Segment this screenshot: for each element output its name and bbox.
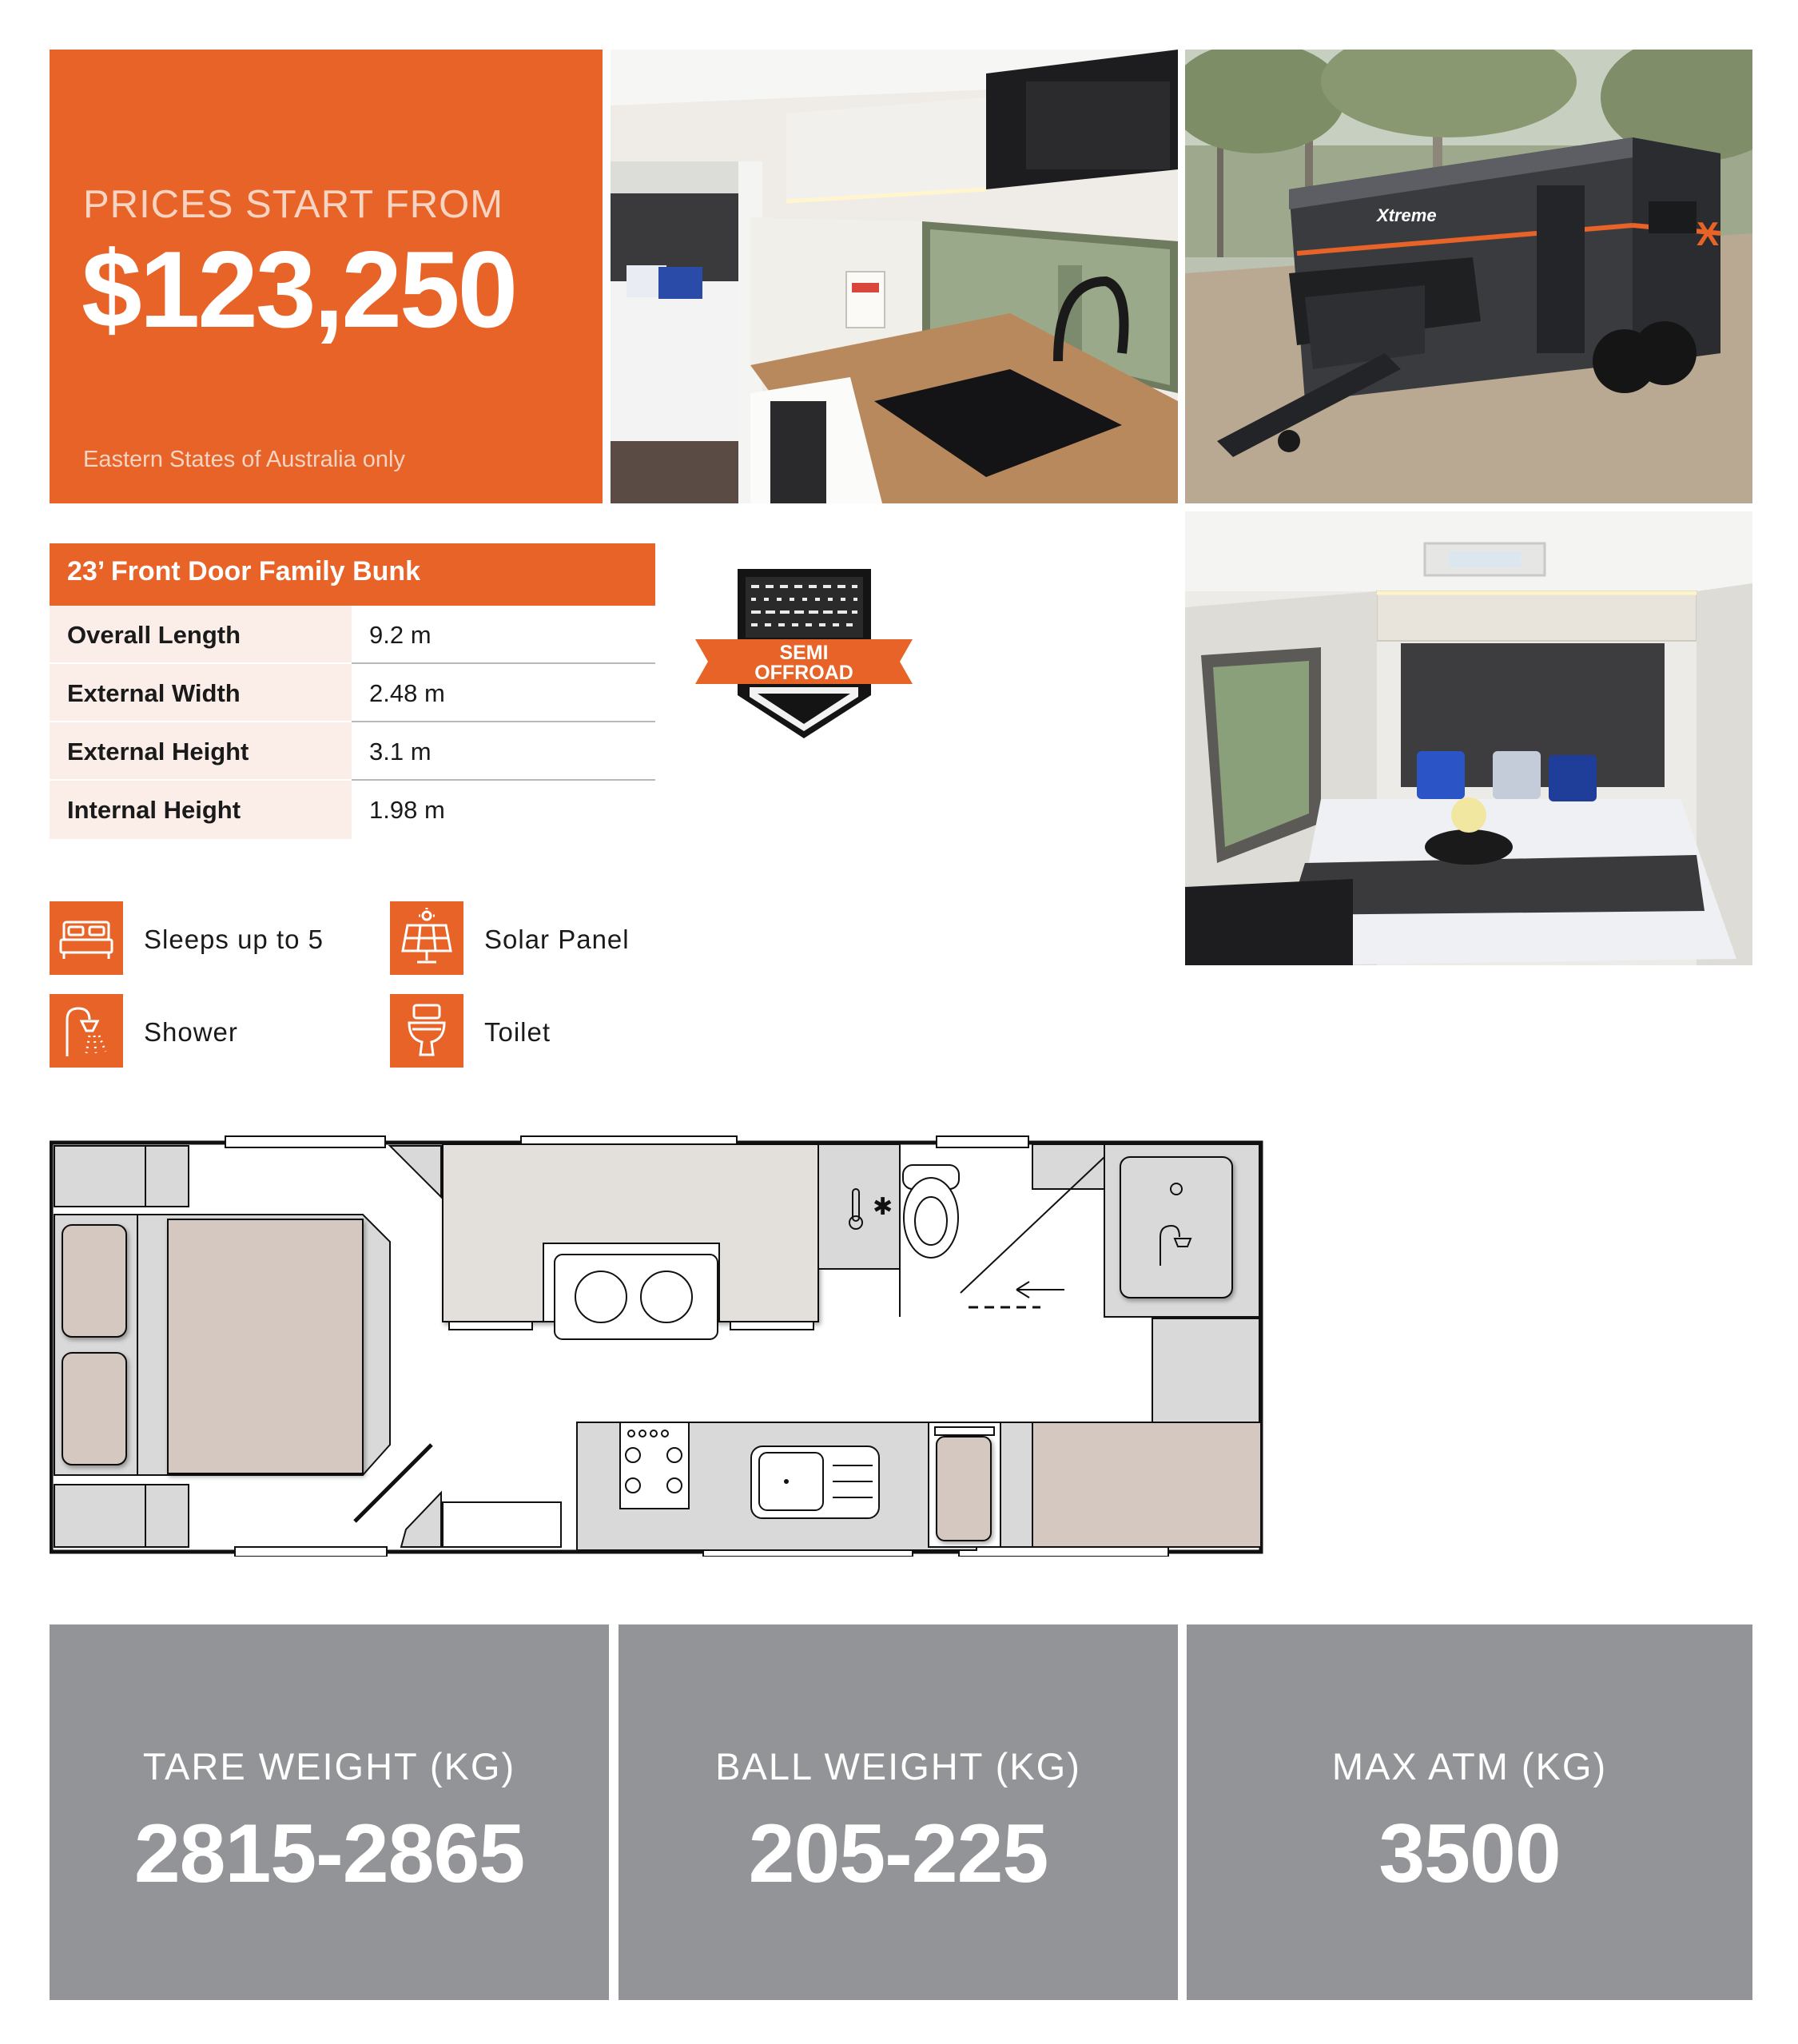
spec-value: 9.2 m	[369, 621, 432, 649]
spec-value: 2.48 m	[369, 679, 445, 707]
toilet-icon	[390, 994, 463, 1068]
spec-row-overall-length	[50, 606, 655, 664]
spec-label: External Height	[50, 722, 352, 781]
spec-row-external-width	[50, 664, 655, 722]
price-panel	[50, 50, 603, 503]
semi-offroad-badge	[694, 567, 914, 742]
feature-label: Solar Panel	[484, 925, 630, 954]
svg-text:X: X	[1697, 215, 1720, 253]
badge-line1: SEMI	[779, 642, 829, 664]
bedroom-photo	[1185, 511, 1752, 965]
caravan-exterior-photo	[1185, 50, 1752, 503]
spec-label: Overall Length	[50, 606, 352, 664]
tare-weight-label: TARE WEIGHT (KG)	[142, 1745, 516, 1788]
model-title: 23’ Front Door Family Bunk	[50, 543, 655, 606]
spec-row-internal-height	[50, 781, 655, 839]
badge-line2: OFFROAD	[754, 662, 853, 684]
floor-plan	[50, 1133, 1264, 1557]
price-value: $123,250	[82, 229, 516, 350]
kitchen-photo	[611, 50, 1178, 503]
svg-text:Xtreme: Xtreme	[1377, 205, 1437, 225]
spec-label: Internal Height	[50, 781, 352, 839]
ball-weight-panel	[619, 1624, 1178, 2000]
ball-weight-value: 205-225	[748, 1807, 1048, 1900]
tare-weight-panel	[50, 1624, 609, 2000]
spec-row-external-height	[50, 722, 655, 781]
max-atm-value: 3500	[1378, 1807, 1561, 1900]
feature-label: Sleeps up to 5	[144, 925, 324, 954]
max-atm-label: MAX ATM (KG)	[1331, 1745, 1608, 1788]
price-note: Eastern States of Australia only	[83, 447, 405, 472]
ball-weight-label: BALL WEIGHT (KG)	[715, 1745, 1081, 1788]
tare-weight-value: 2815-2865	[133, 1807, 525, 1900]
spec-label: External Width	[50, 664, 352, 722]
feature-label: Toilet	[484, 1017, 551, 1047]
spec-value: 3.1 m	[369, 738, 432, 766]
solar-panel-icon	[390, 901, 463, 975]
spec-value: 1.98 m	[369, 796, 445, 824]
max-atm-panel	[1187, 1624, 1752, 2000]
price-label: PRICES START FROM	[83, 183, 504, 226]
shower-icon	[50, 994, 123, 1068]
bed-icon	[50, 901, 123, 975]
feature-label: Shower	[144, 1017, 238, 1047]
svg-text:✱: ✱	[873, 1193, 893, 1221]
